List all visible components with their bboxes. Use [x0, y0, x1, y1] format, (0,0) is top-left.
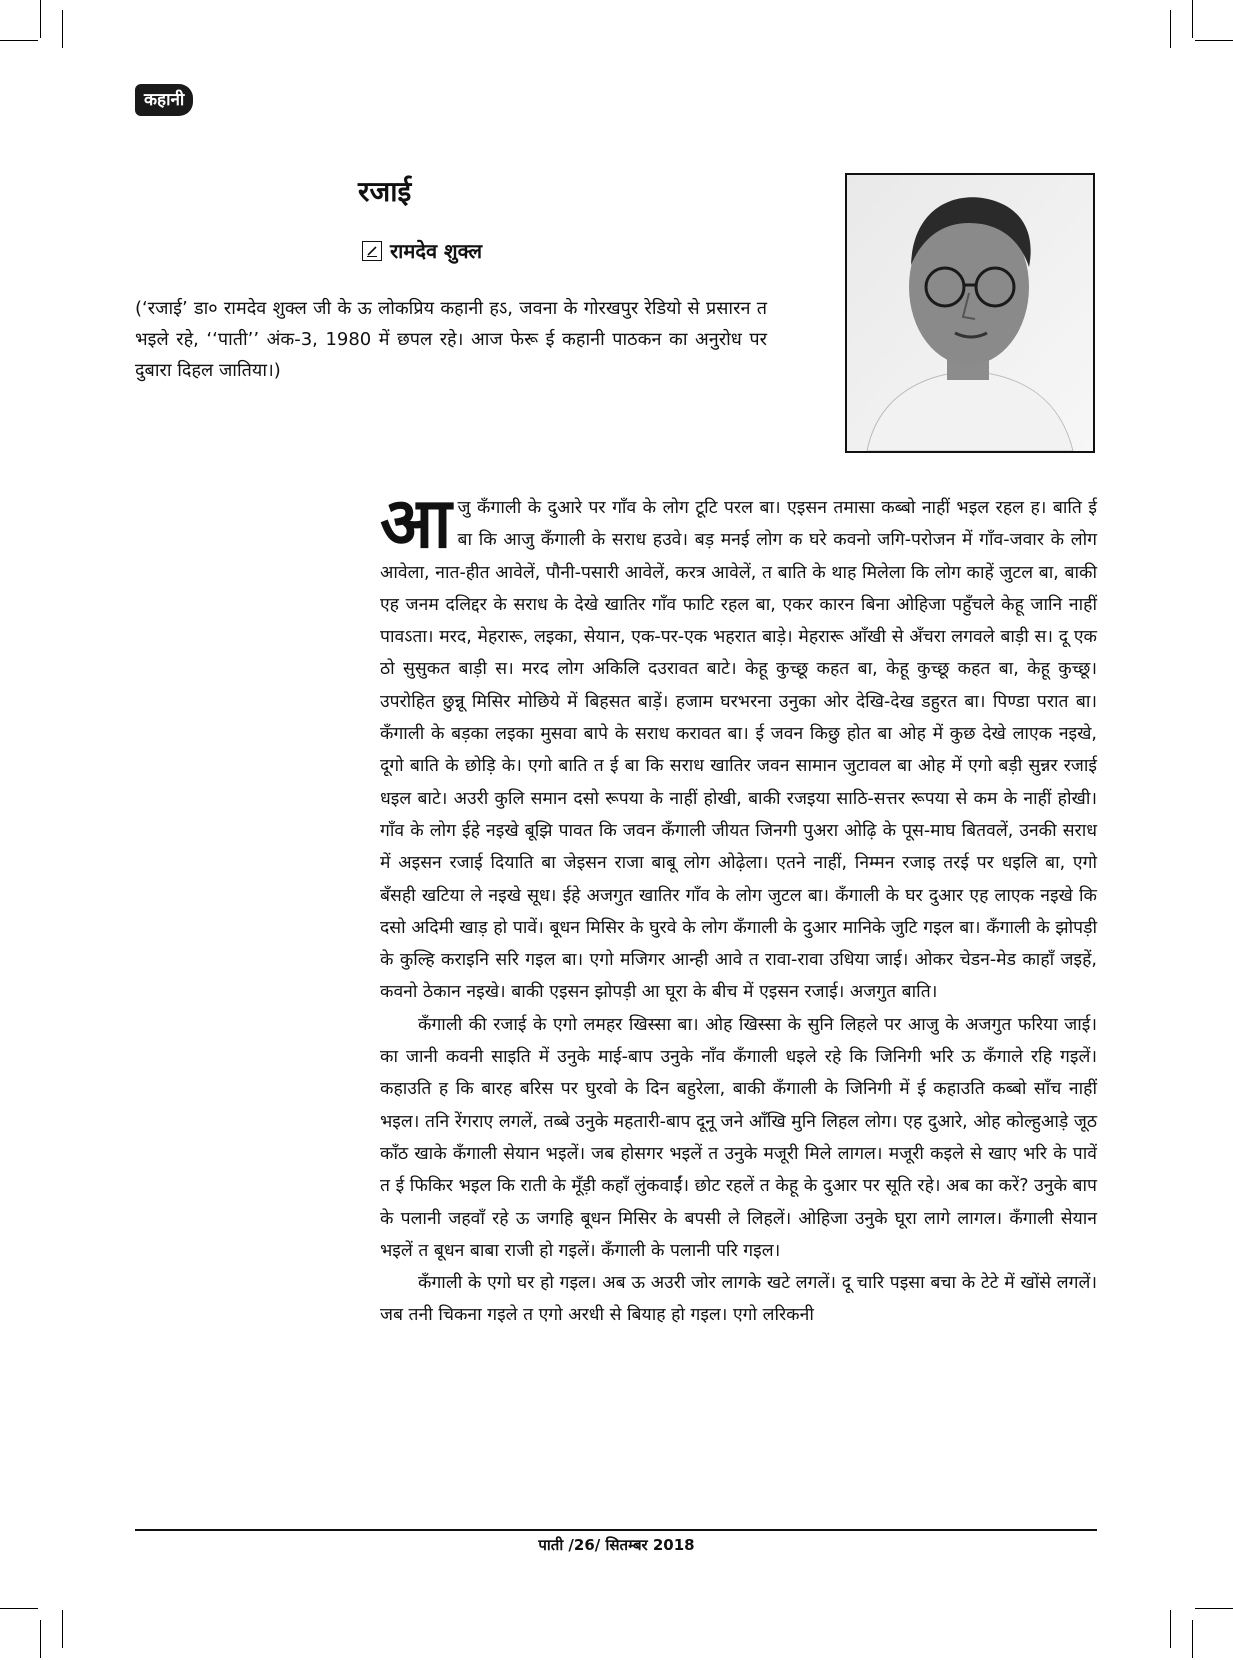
intro-note: (‘रजाई’ डा० रामदेव शुक्ल जी के ऊ लोकप्रिय कहानी हऽ, जवना के गोरखपुर रेडियो से प्रसारन त भइले रहे, ‘‘पाती’’ अंक-3, 1980 में छपल रहे। आज फेरू ई कहानी पाठकन का अनुरोध पर दुबारा दिहल जातिया।)	[135, 298, 767, 381]
crop-mark	[40, 0, 41, 38]
story-title: रजाई	[358, 175, 412, 208]
crop-mark	[0, 1608, 38, 1609]
crop-mark	[1170, 10, 1171, 48]
crop-mark	[1192, 0, 1193, 38]
crop-mark	[1170, 1610, 1171, 1648]
footer-divider	[135, 1529, 1097, 1531]
author-name: रामदेव शुक्ल	[390, 239, 483, 263]
crop-mark	[62, 10, 63, 48]
author-byline	[362, 237, 482, 264]
paragraph: कँगाली की रजाई के एगो लमहर खिस्सा बा। ओह खिस्सा के सुनि लिहले पर आजु के अजगुत फरिया जाई। का जानी कवनी साइति में उनुके माई-बाप उनुके नाँव कँगाली धइले रहे कि जिनिगी भरि ऊ कँगाले रहि गइलें। कहाउति ह कि बारह बरिस पर घुरवो के दिन बहुरेला, बाकी कँगाली के जिनिगी में ई कहाउति कब्बो साँच नाहीं भइल। तनि रेंगराए लगलें, तब्बे उनुके महतारी-बाप दूनू जने आँखि मुनि लिहल लोग। एह दुआरे, ओह कोल्हुआड़े जूठ काँठ खाके कँगाली सेयान भइलें। जब होसगर भइलें त उनुके मजूरी मिले लागल। मजूरी कइले से खाए भरि के पावें त ई फिकिर भइल कि राती के मूँड़ी कहाँ लुंकवाईं। छोट रहलें त केहू के दुआर पर सूति रहे। अब का करें? उनुके बाप के पलानी जहवाँ रहे ऊ जगहि बूधन मिसिर के बपसी ले लिहलें। ओहिजा उनुके घूरा लागे लागल। कँगाली सेयान भइलें त बूधन बाबा राजी हो गइलें। कँगाली के पलानी परि गइल।	[380, 1014, 1097, 1261]
crop-mark	[1195, 1608, 1233, 1609]
paragraph: आजु कँगाली के दुआरे पर गाँव के लोग टूटि परल बा। एइसन तमासा कब्बो नाहीं भइल रहल ह। बाति ई बा कि आजु कँगाली के सराध हउवे। बड़ मनई लोग क घरे कवनो जगि-परोजन में गाँव-जवार के लोग आवेला, नात-हीत आवेलें, पौनी-पसारी आवेलें, करत्र आवेलें, त बाति के थाह मिलेला कि लोग काहें जुटल बा, बाकी एह जनम दलिद्दर के सराध के देखे खातिर गाँव फाटि रहल बा, एकर कारन बिना ओहिजा पहुँचले केहू जानि नाहीं पावऽता। मरद, मेहरारू, लइका, सेयान, एक-पर-एक भहरात बाड़े। मेहरारू आँखी से अँचरा लगवले बाड़ी स। दू एक ठो सुसुकत बाड़ी स। मरद लोग अकिलि दउरावत बाटे। केहू कुच्छू कहत बा, केहू कुच्छू कहत बा, केहू कुच्छू। उपरोहित छुन्नू मिसिर मोछिये में बिहसत बाड़ें। हजाम घरभरना उनुका ओर देखि-देख डहुरत बा। पिण्डा परात बा। कँगाली के बड़का लइका मुसवा बापे के सराध करावत बा। ई जवन किछु होत बा ओह में कुछ देखे लाएक नइखे, दूगो बाति के छोड़ि के। एगो बाति त ई बा कि सराध खातिर जवन सामान जुटावल बा ओह में एगो बड़ी सुन्नर रजाई धइल बाटे। अउरी कुलि समान दसो रूपया के नाहीं होखी, बाकी रजइया साठि-सत्तर रूपया से कम के नाहीं होखी। गाँव के लोग ईहे नइखे बूझि पावत कि जवन कँगाली जीयत जिनगी पुअरा ओढ़ि के पूस-माघ बितवलें, उनकी सराध में अइसन रजाई दियाति बा जेइसन राजा बाबू लोग ओढ़ेला। एतने नाहीं, निम्मन रजाइ तरई पर धइलि बा, एगो बँसही खटिया ले नइखे सूध। ईहे अजगुत खातिर गाँव के लोग जुटल बा। कँगाली के घर दुआर एह लाएक नइखे कि दसो अदिमी खाड़ हो पावें। बूधन मिसिर के घुरवे के लोग कँगाली के दुआर मानिके जुटि गइल बा। कँगाली के झोपड़ी के कुल्हि कराइनि सरि गइल बा। एगो मजिगर आन्ही आवे त रावा-रावा उधिया जाई। ओकर चेडन-मेड काहाँ जइहें, कवनो ठेकान नइखे। बाकी एइसन झोपड़ी आ घूरा के बीच में एइसन रजाई। अजगुत बाति।	[380, 482, 1097, 1003]
crop-mark	[62, 1610, 63, 1648]
paragraph: कँगाली के एगो घर हो गइल। अब ऊ अउरी जोर लागके खटे लगलें। दू चारि पइसा बचा के टेटे में खोंसे लगलें। जब तनी चिकना गइले त एगो अरधी से बियाह हो गइल। एगो लरिकनी	[380, 1273, 1097, 1326]
story-body	[380, 482, 1097, 1332]
author-photo	[845, 173, 1095, 453]
pen-icon	[362, 241, 382, 261]
crop-mark	[0, 40, 38, 41]
drop-cap: आ	[380, 482, 452, 564]
section-label: कहानी	[135, 84, 193, 116]
crop-mark	[40, 1620, 41, 1658]
crop-mark	[1192, 1620, 1193, 1658]
page-footer: पाती /26/ सितम्बर 2018	[538, 1536, 695, 1554]
crop-mark	[1195, 40, 1233, 41]
